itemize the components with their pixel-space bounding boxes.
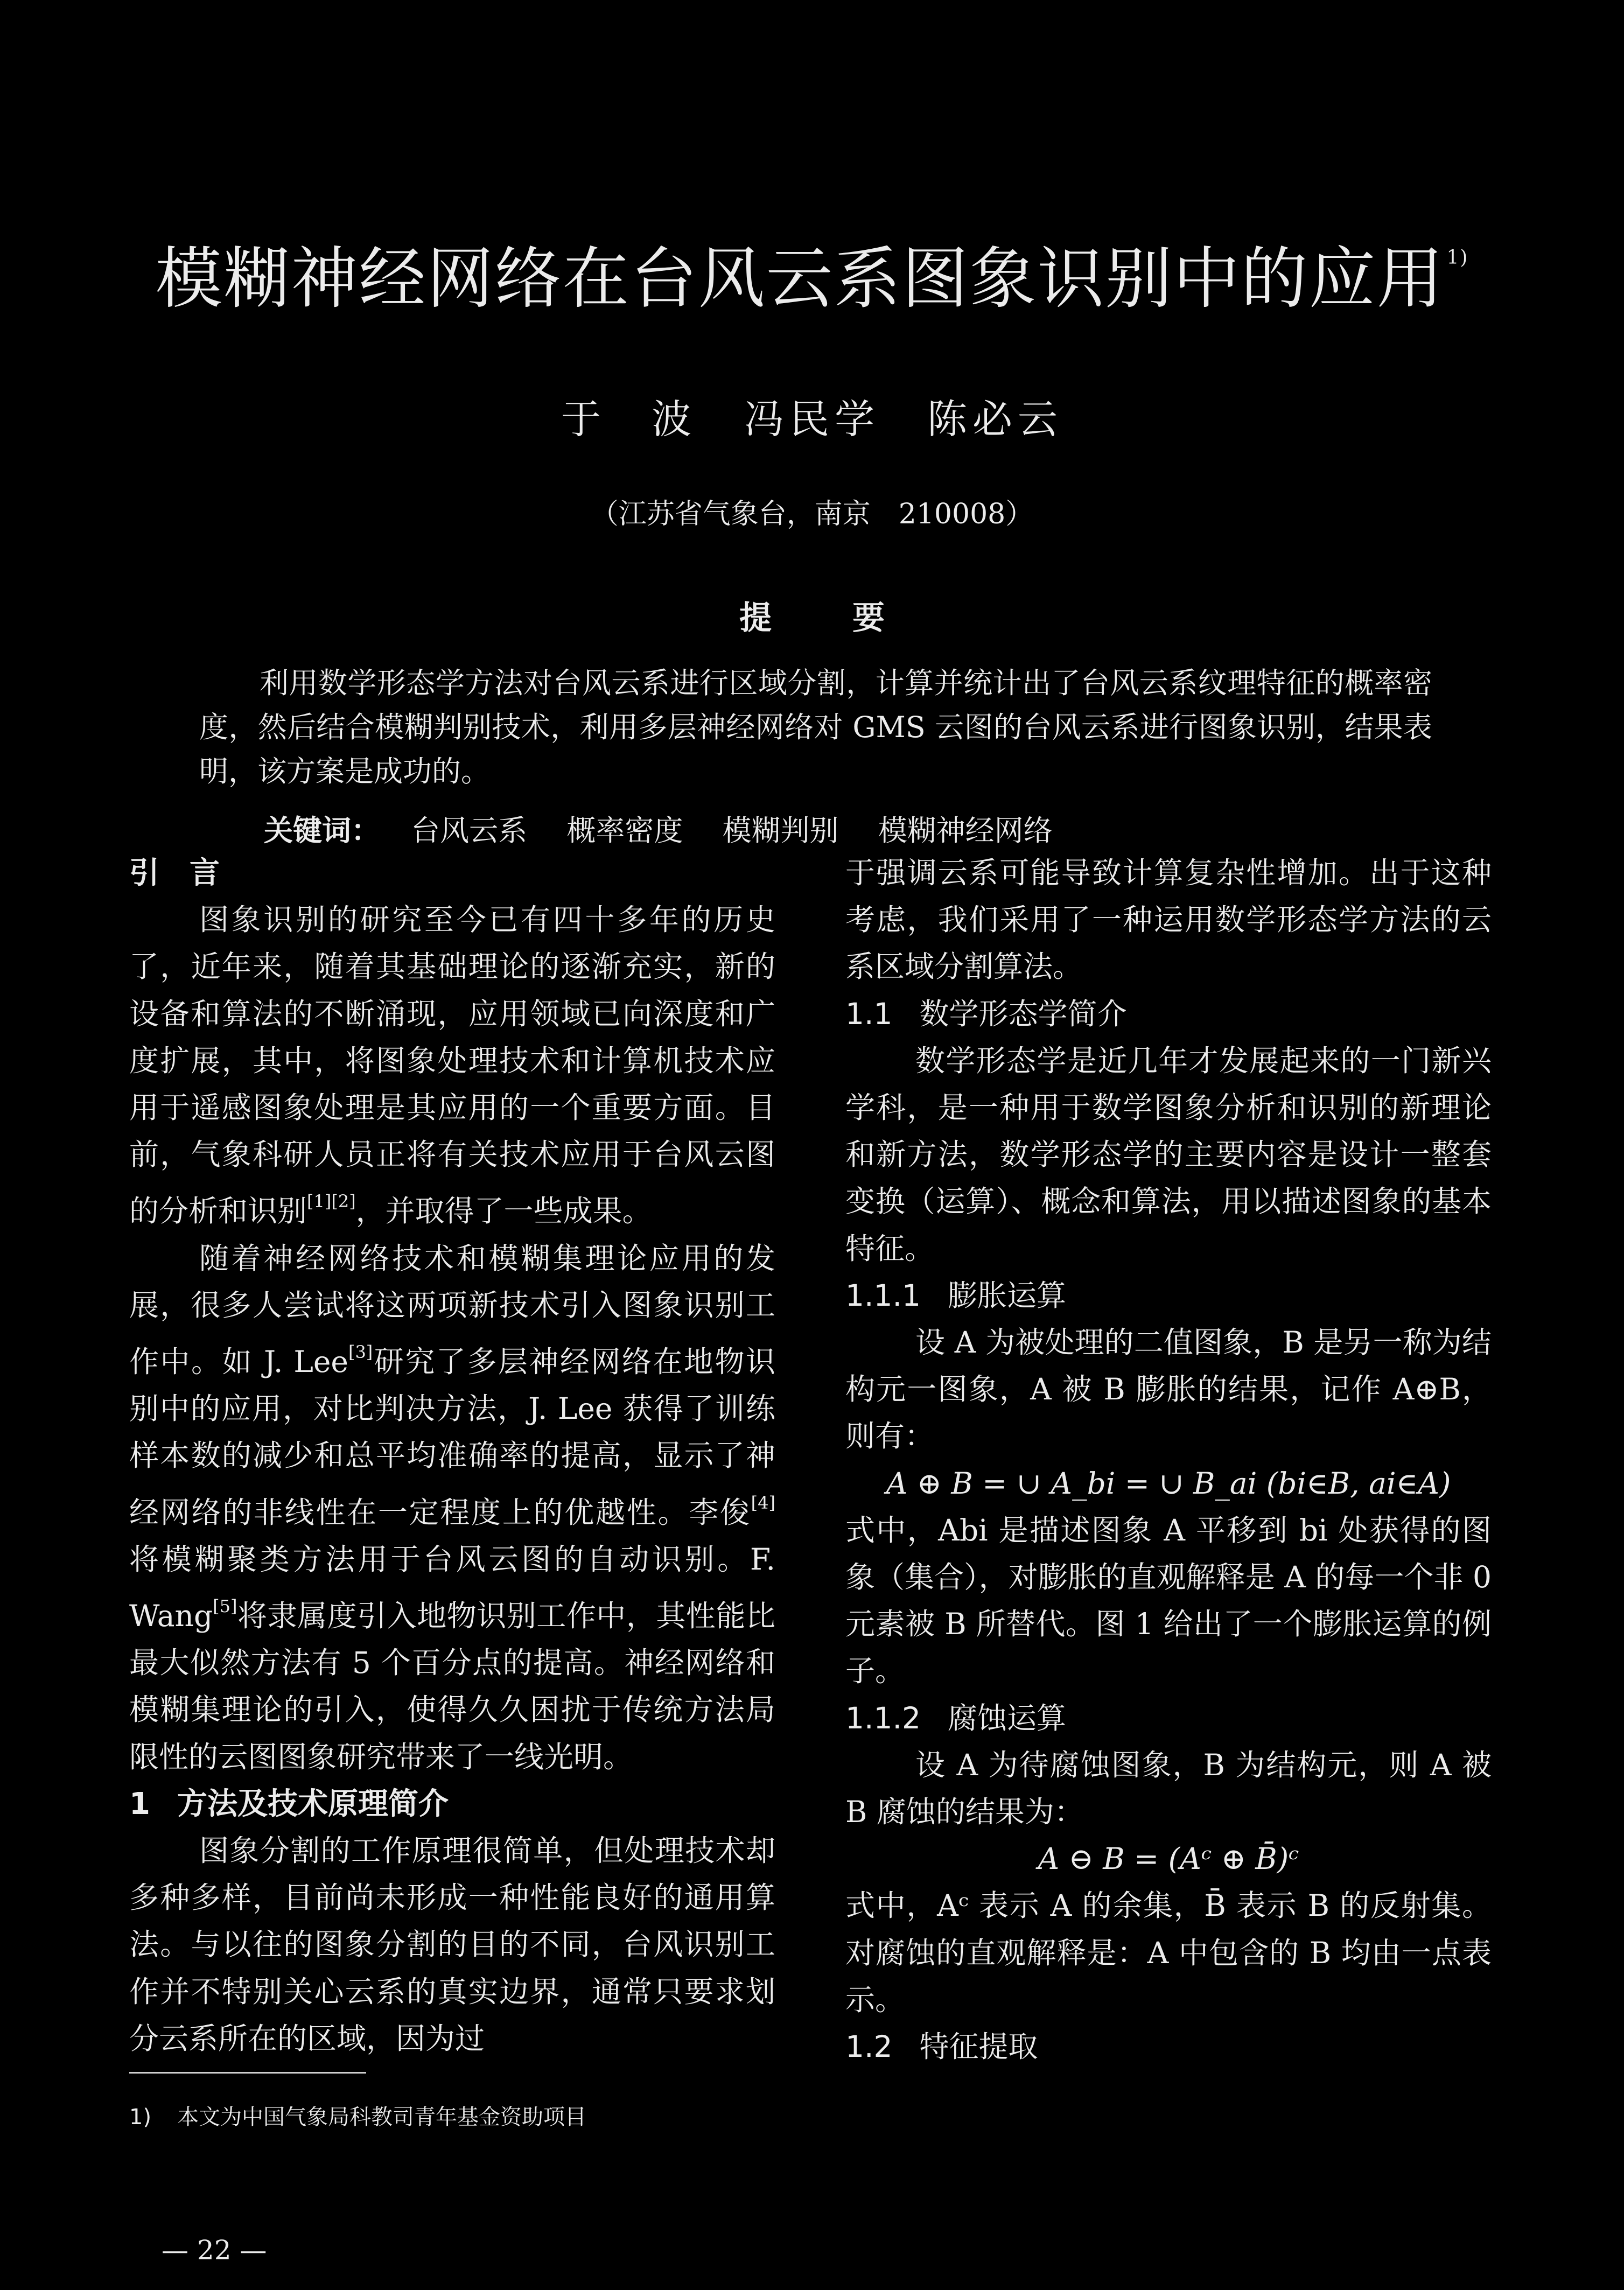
author-1: 于 波 — [561, 396, 697, 443]
intro-p1-text-a: 图象识别的研究至今已有四十多年的历史了，近年来，随着其基础理论的逐渐充实，新的设备和算法的不断涌现，应用领域已向深度和广度扩展，其中，将图象处理技术和计算机技术应用于遥感图象处理是其应用的一个重要方面。目前，气象科研人员正将有关技术应用于台风云图的分析和识别 — [129, 902, 775, 1229]
section-1-1-1-number: 1.1.1 — [845, 1278, 921, 1313]
section-1-1-2-number: 1.1.2 — [845, 1700, 921, 1735]
citation-1-2: [1][2] — [307, 1191, 356, 1212]
citation-5: [5] — [213, 1596, 237, 1617]
dilation-formula: A ⊕ B = ∪ A_bi = ∪ B_ai (bi∈B, ai∈A) — [886, 1466, 1451, 1501]
left-column — [129, 850, 775, 2062]
section-1-paragraph: 图象分割的工作原理很简单，但处理技术却多种多样，目前尚未形成一种性能良好的通用算法。与以往的图象分割的目的不同，台风识别工作并不特别关心云系的真实边界，通常只要求划分云系所在的区域，因为过 — [129, 1833, 775, 2056]
section-1-1-2-heading — [845, 1695, 1492, 1742]
section-1-1-title: 数学形态学简介 — [919, 996, 1127, 1031]
erosion-paragraph: 设 A 为待腐蚀图象，B 为结构元，则 A 被 B 腐蚀的结果为： — [845, 1747, 1492, 1829]
section-1-1-1-heading — [845, 1272, 1492, 1319]
section-1-2-heading — [845, 2023, 1492, 2070]
footnote-mark: 1) — [129, 2105, 152, 2130]
dilation-explanation: 式中，Abi 是描述图象 A 平移到 bi 处获得的图象（集合），对膨胀的直观解释是 A 的每一个非 0 元素被 B 所替代。图 1 给出了一个膨胀运算的例子。 — [845, 1512, 1492, 1689]
intro-p1-text-b: ，并取得了一些成果。 — [355, 1194, 652, 1229]
section-intro-heading — [129, 850, 775, 897]
section-1-title: 方法及技术原理简介 — [177, 1786, 449, 1822]
intro-p2-text-d: 将隶属度引入地物识别工作中，其性能比最大似然方法有 5 个百分点的提高。神经网络和模糊集理论的引入，使得久久困扰于传统方法局限性的云图图象研究带来了一线光明。 — [129, 1599, 775, 1774]
footnote-text: 本文为中国气象局科教司青年基金资助项目 — [177, 2105, 587, 2130]
intro-p2-text-b: 研究了多层神经网络在地物识别中的应用，对比判决方法，J. Lee 获得了训练样本数的减少和总平均准确率的提高，显示了神经网络的非线性在一定程度上的优越性。李俊 — [129, 1344, 775, 1530]
dilation-paragraph: 设 A 为被处理的二值图象，B 是另一称为结构元一图象，A 被 B 膨胀的结果，记作 A⊕B，则有： — [845, 1325, 1492, 1454]
intro-paragraph-1 — [129, 897, 775, 1235]
abstract-text: 利用数学形态学方法对台风云系进行区域分割，计算并统计出了台风云系纹理特征的概率密度，然后结合模糊判别技术，利用多层神经网络对 GMS 云图的台风云系进行图象识别，结果表明，该方案是成功的。 — [199, 666, 1432, 788]
continued-paragraph: 于强调云系可能导致计算复杂性增加。出于这种考虑，我们采用了一种运用数学形态学方法的云系区域分割算法。 — [845, 856, 1492, 984]
intro-paragraph-2 — [129, 1235, 775, 1781]
author-list — [0, 388, 1624, 445]
title-footnote-mark: 1) — [1446, 247, 1469, 269]
affiliation: （江苏省气象台，南京 210008） — [590, 498, 1034, 530]
citation-4: [4] — [751, 1492, 775, 1513]
title-text: 模糊神经网络在台风云系图象识别中的应用 — [155, 240, 1445, 318]
erosion-explanation: 式中，Aᶜ 表示 A 的余集，B̄ 表示 B 的反射集。对腐蚀的直观解释是：A 中包含的 B 均由一点表示。 — [845, 1888, 1492, 2017]
section-1-2-number: 1.2 — [845, 2029, 893, 2064]
keywords-line — [264, 808, 1083, 849]
right-column — [845, 850, 1492, 2070]
footnote-divider — [129, 2072, 366, 2074]
section-intro-heading-text: 引 言 — [129, 856, 220, 891]
keyword-3: 模糊判别 — [722, 814, 839, 848]
section-1-number: 1 — [129, 1786, 150, 1822]
keyword-2: 概率密度 — [566, 814, 683, 848]
keyword-4: 模糊神经网络 — [878, 814, 1053, 848]
citation-3: [3] — [348, 1342, 373, 1363]
author-2: 冯民学 — [744, 396, 880, 443]
section-1-1-2-title: 腐蚀运算 — [947, 1700, 1066, 1735]
keywords-label: 关键词： — [264, 814, 380, 848]
intro-p2-text-c: 将模糊聚类方法用于台风云图的自动识别。F. Wang — [129, 1542, 775, 1634]
intro-p2-text-a: 随着神经网络技术和模糊集理论应用的发展，很多人尝试将这两项新技术引入图象识别工作中。如 J. Lee — [129, 1241, 775, 1379]
section-1-2-title: 特征提取 — [919, 2029, 1038, 2064]
abstract-heading: 提要 — [739, 599, 965, 637]
keyword-1: 台风云系 — [411, 814, 528, 848]
page-number: — 22 — — [162, 2235, 267, 2266]
section-1-1-1-title: 膨胀运算 — [947, 1278, 1066, 1313]
erosion-formula: A ⊖ B = (Aᶜ ⊕ B̄)ᶜ — [1038, 1841, 1299, 1876]
paper-title — [0, 225, 1624, 321]
morphology-paragraph: 数学形态学是近几年才发展起来的一门新兴学科，是一种用于数学图象分析和识别的新理论和新方法，数学形态学的主要内容是设计一整套变换（运算）、概念和算法，用以描述图象的基本特征。 — [845, 1043, 1492, 1266]
section-1-1-number: 1.1 — [845, 996, 893, 1031]
section-1-1-heading — [845, 991, 1492, 1038]
section-1-heading — [129, 1781, 775, 1827]
footnote — [129, 2100, 586, 2131]
author-3: 陈必云 — [927, 396, 1063, 443]
